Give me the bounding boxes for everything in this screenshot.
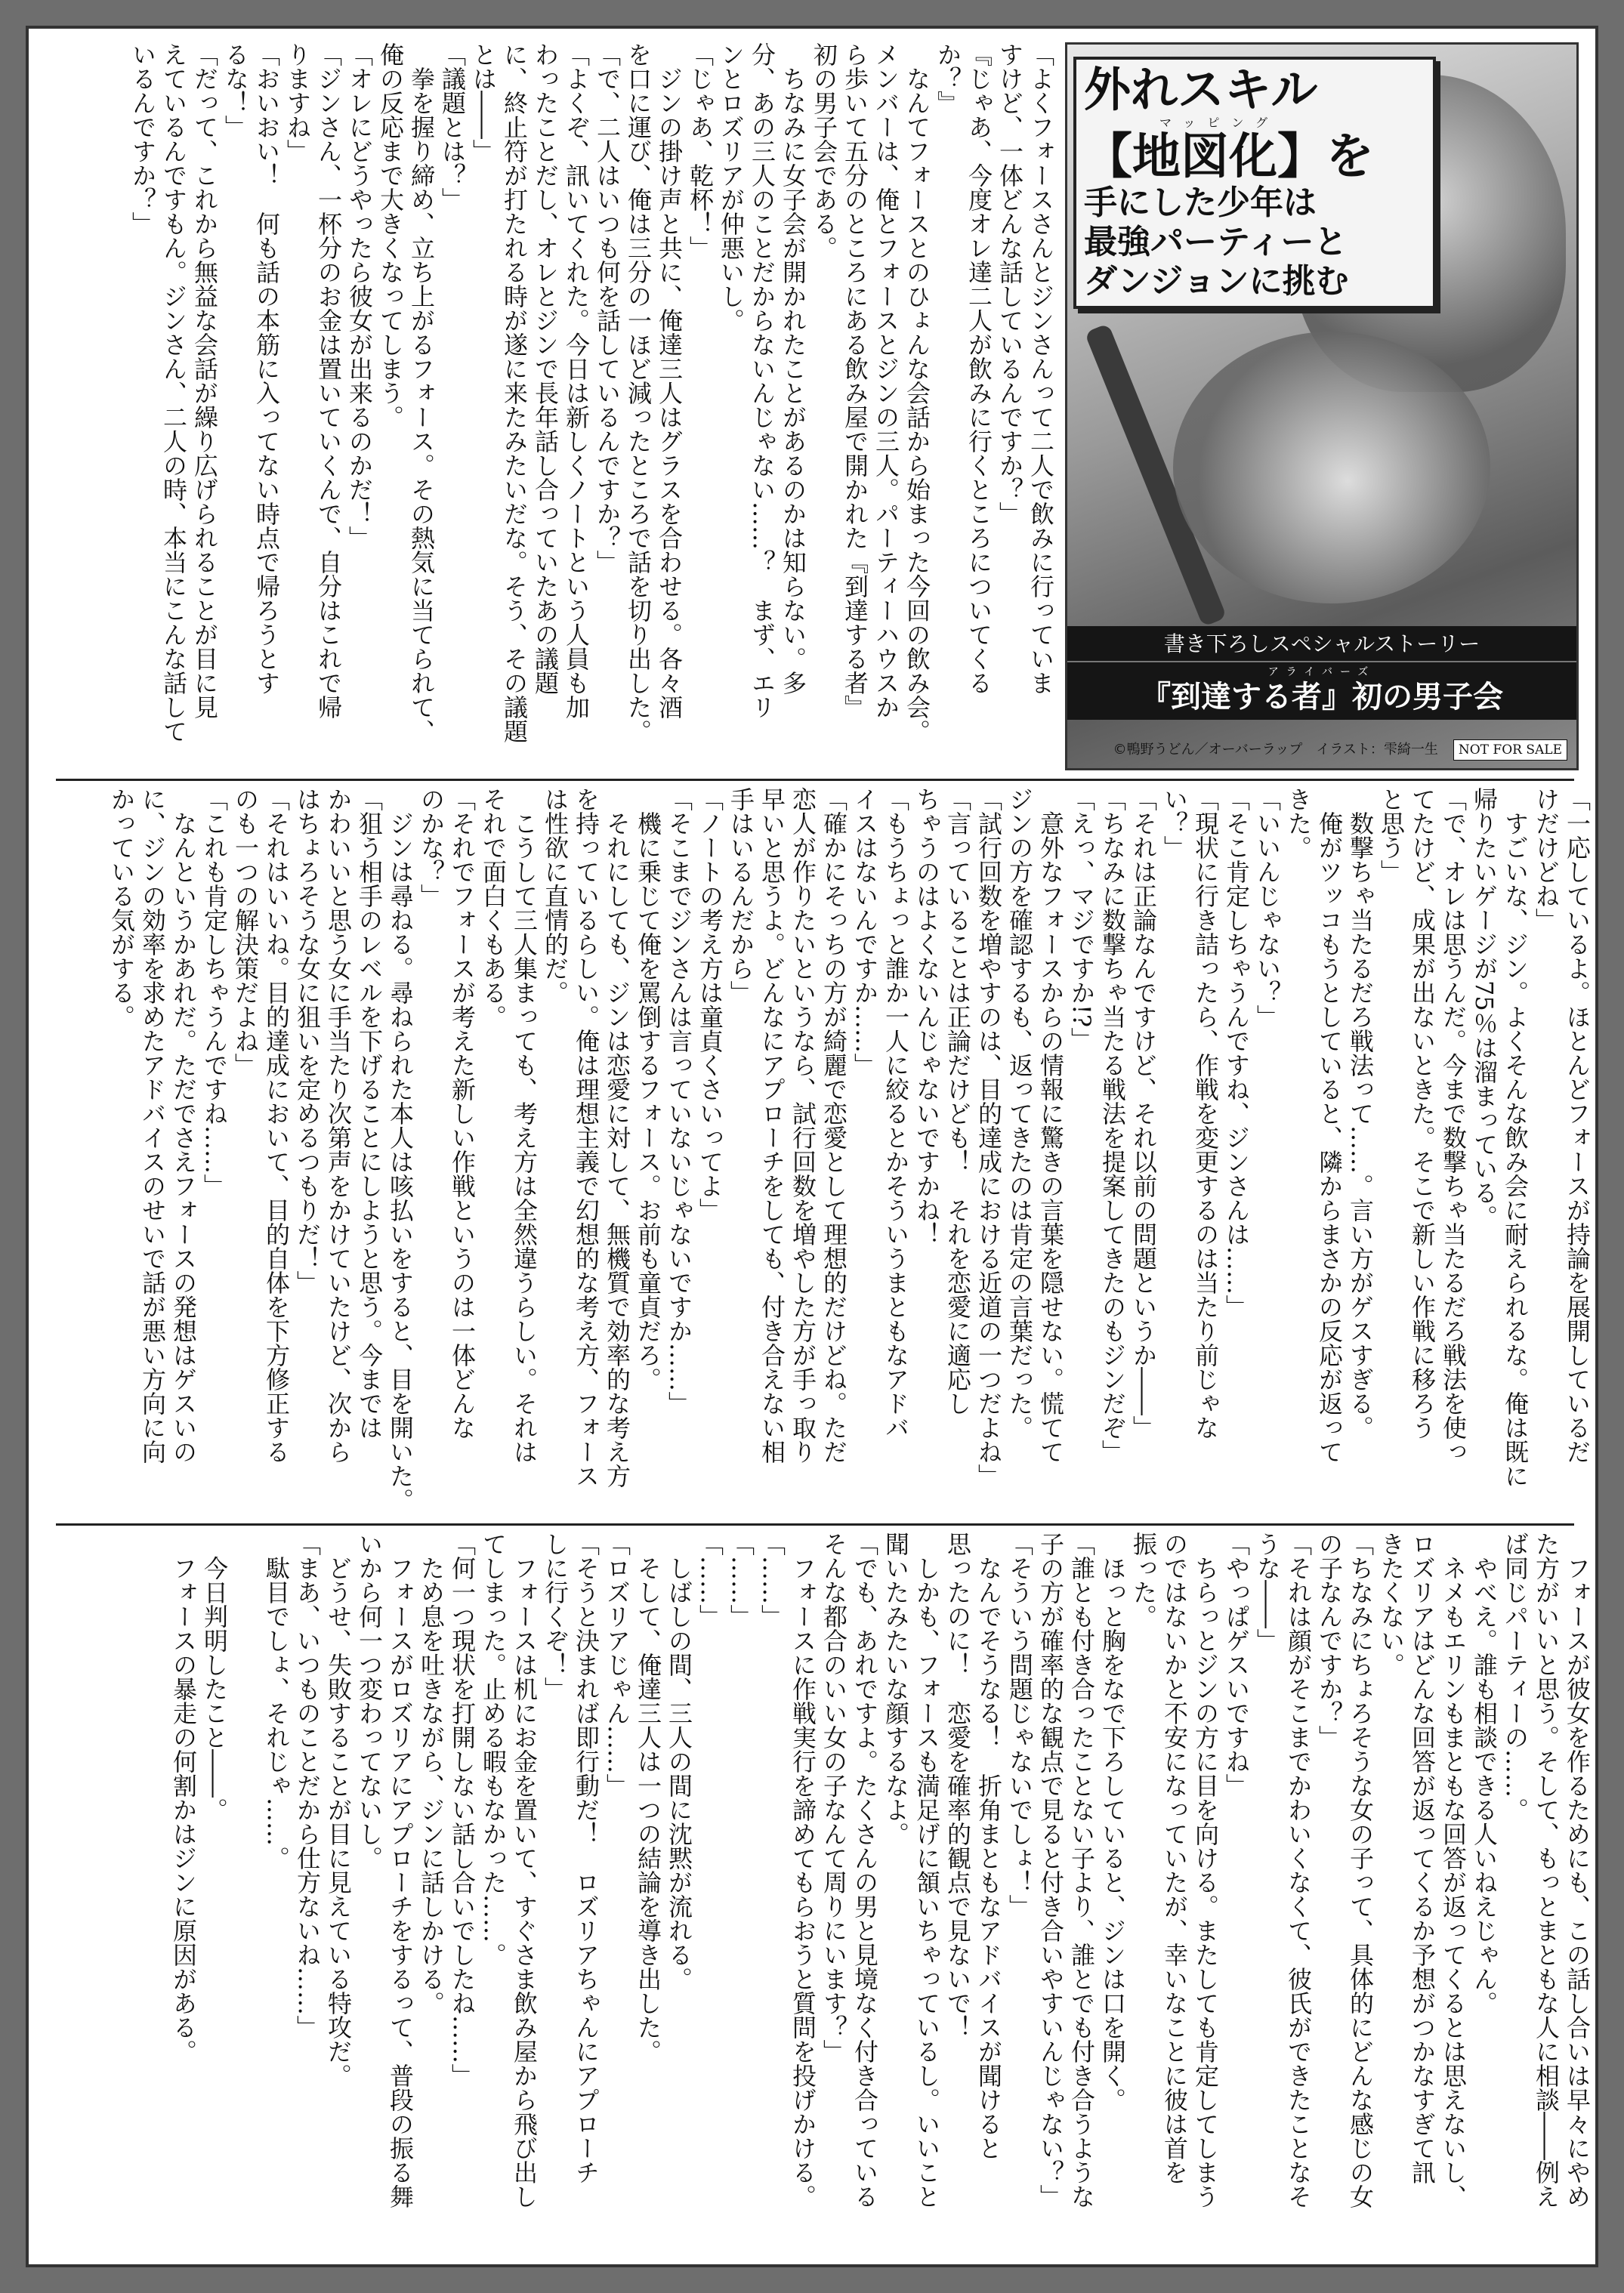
text-column: わったことだし、オレとジンで長年話し合っていたあの議題 <box>531 42 560 695</box>
text-column: 「そこまでジンさんは言っていないじゃないですか……」 <box>665 787 693 1415</box>
text-column: 「ロズリアじゃん……」 <box>603 1532 631 1798</box>
book-title-logo <box>1073 57 1436 309</box>
text-column: 「ジンさん、一杯分のお金は置いていくんで、自分はこれで帰 <box>314 42 343 719</box>
page <box>26 26 1598 2267</box>
text-column: 「よくフォースさんとジンさんって二人で飲みに行っていま <box>1027 42 1055 695</box>
text-column: 数撃ちゃ当たるだろ戦法って……。言い方がゲスすぎる。 <box>1346 787 1375 1440</box>
text-column: 「一応しているよ。ほとんどフォースが持論を展開しているだ <box>1563 787 1592 1464</box>
text-column: 「何一つ現状を打開しない話し合いでしたね……」 <box>448 1532 477 2088</box>
title-line-1: 外れスキル <box>1084 62 1318 117</box>
story-section-2 <box>89 787 1592 1517</box>
text-column: それで面白くもある。 <box>479 787 508 1029</box>
text-column: 「確かにそっちの方が綺麗で恋愛として理想的だけどね。ただ <box>820 787 848 1464</box>
text-column: うな――」 <box>1253 1532 1282 1653</box>
text-column: 『じゃあ、今度オレ達二人が飲みに行くところについてくる <box>965 42 993 695</box>
text-column: こうして三人集まっても、考え方は全然違うらしい。それは <box>510 787 539 1464</box>
story-title: 『到達する者』初の男子会 <box>1141 679 1503 714</box>
text-column: いから何一つ変わってないし。 <box>355 1532 384 1870</box>
text-column: フォースがロズリアにアプローチをするって、普段の振る舞 <box>386 1532 415 2208</box>
text-column: 「だって、これから無益な会話が繰り広げられることが目に見 <box>190 42 219 719</box>
text-column: 「これも肯定しちゃうんですね……」 <box>200 787 229 1198</box>
text-column: るな！」 <box>221 42 250 139</box>
text-column: えているんですもん。ジンさん、二人の時、本当にこんな話して <box>159 42 188 743</box>
text-column: 「まあ、いつものことだから仕方ないね……」 <box>293 1532 322 2039</box>
text-column: のかな？」 <box>417 787 446 908</box>
text-column: りますね」 <box>283 42 312 163</box>
text-column: の子なんですか？」 <box>1315 1532 1344 1749</box>
text-column: を持っているらしい。俺は理想主義で幻想的な考え方、フォース <box>572 787 601 1488</box>
girl-illustration <box>1173 332 1490 603</box>
text-column: 初の男子会である。 <box>810 42 838 260</box>
text-column: イスはないんですか……」 <box>851 787 879 1077</box>
text-column: 「オレにどうやったら彼女が出来るのかだ！」 <box>345 42 374 550</box>
text-column: はちょろそうな女に狙いを定めるつもりだ！」 <box>293 787 322 1295</box>
text-column: 「それは顔がそこまでかわいくなくて、彼氏ができたことなそ <box>1284 1532 1313 2208</box>
text-column: ちらっとジンの方に目を向ける。またしても肯定してしまう <box>1191 1532 1220 2208</box>
text-column: 「現状に行き詰ったら、作戦を変更するのは当たり前じゃな <box>1191 787 1220 1440</box>
text-column: てしまった。止める暇もなかった……。 <box>479 1532 508 1967</box>
text-column: 「そこ肯定しちゃうんですね、ジンさんは……」 <box>1222 787 1251 1319</box>
text-column: のではないかと不安になっていたが、幸いなことに彼は首を <box>1160 1532 1189 2184</box>
story-section-1 <box>89 42 1056 772</box>
title-line-3: 手にした少年は <box>1084 184 1317 222</box>
story-title-ruby: アライバーズ <box>1267 666 1376 678</box>
text-column: 機に乗じて俺を罵倒するフォース。お前も童貞だろ。 <box>634 787 662 1391</box>
text-column: ネメもエリンもまともな回答が返ってくるとは思えないし、 <box>1439 1532 1468 2208</box>
text-column: いるんですか？」 <box>128 42 157 236</box>
text-column: 分、あの三人のことだからないんじゃない……？ まず、エリ <box>748 42 776 719</box>
text-column: に、ジンの効率を求めたアドバイスのせいで話が悪い方向に向 <box>138 787 167 1464</box>
text-column: 「えっ、マジですか!?」 <box>1067 787 1096 1052</box>
text-column: 恋人が作りたいというなら、試行回数を増やした方が手っ取り <box>789 787 817 1464</box>
text-column: しに行くぞ！」 <box>541 1532 570 1701</box>
band-subtitle: 書き下ろしスペシャルストーリー <box>1067 626 1576 662</box>
text-column: 子の方が確率的な観点で見ると付き合いやすいんじゃない？」 <box>1036 1532 1065 2208</box>
text-column: 振った。 <box>1129 1532 1158 1628</box>
text-column: そして、俺達三人は一つの結論を導き出した。 <box>634 1532 662 2063</box>
cover-illustration <box>1065 42 1579 770</box>
text-column: てたけど、成果が出ないときた。そこで新しい作戦に移ろう <box>1408 787 1437 1440</box>
section-divider <box>56 1523 1574 1526</box>
text-column: い？」 <box>1160 787 1189 859</box>
text-column: 「ノートの考え方は童貞くさいってよ」 <box>696 787 724 1222</box>
text-column: 「ちなみに数撃ちゃ当たる戦法を提案してきたのもジンだぞ」 <box>1098 787 1127 1464</box>
text-column: 「狙う相手のレベルを下げることにしようと思う。今までは <box>355 787 384 1440</box>
text-column: かっている気がする。 <box>107 787 136 1029</box>
text-column: か？』 <box>934 42 962 115</box>
title-ruby: マッピング <box>1159 116 1280 130</box>
text-column: 「議題とは？」 <box>438 42 467 211</box>
text-column: 「言っていることは正論だけども！ それを恋愛に適応し <box>943 787 972 1415</box>
not-for-sale-badge: NOT FOR SALE <box>1453 739 1567 761</box>
text-column: 手はいるんだから」 <box>727 787 755 1005</box>
text-column: とは――」 <box>469 42 498 163</box>
text-column: しばしの間、三人の間に沈黙が流れる。 <box>665 1532 693 1991</box>
copyright-credit: ©鴨野うどん／オーバーラップ イラスト：雫綺一生 <box>1113 742 1438 758</box>
text-column: 「それでフォースが考えた新しい作戦というのは一体どんな <box>448 787 477 1440</box>
text-column: は性欲に直情的だ。 <box>541 787 570 1005</box>
credit-line <box>1067 739 1576 761</box>
story-section-3 <box>89 1532 1592 2261</box>
text-column: と思う」 <box>1377 787 1406 884</box>
text-column: 「そういう問題じゃないでしょ！」 <box>1005 1532 1034 1918</box>
text-column: ほっと胸をなで下ろしていると、ジンは口を開く。 <box>1098 1532 1127 2112</box>
text-column: 「それは正論なんですけど、それ以前の問題というか――」 <box>1129 787 1158 1440</box>
text-column: フォースの暴走の何割かはジンに原因がある。 <box>169 1532 198 2063</box>
text-column: 「やっぱゲスいですね」 <box>1222 1532 1251 1798</box>
text-column: 駄目でしょ、それじゃ……。 <box>262 1532 291 1870</box>
text-column: どうせ、失敗することが目に見えている特攻だ。 <box>324 1532 353 2088</box>
text-column: 「そうと決まれば即行動だ！ ロズリアちゃんにアプローチ <box>572 1532 601 2184</box>
text-column: ンとロズリアが仲悪いし。 <box>717 42 746 332</box>
text-column: 今日判明したこと――。 <box>200 1532 229 1822</box>
text-column: なんでそうなる！ 折角まともなアドバイスが聞けると <box>974 1532 1003 2160</box>
text-column: 「おいおい！ 何も話の本筋に入ってない時点で帰ろうとす <box>252 42 281 695</box>
text-column: 「よくぞ、訊いてくれた。今日は新しくノートという人員も加 <box>562 42 591 719</box>
text-column <box>230 1532 261 2261</box>
text-column: 俺がツッコもうとしていると、隣からまさかの反応が返って <box>1315 787 1344 1464</box>
text-column: 早いと思うよ。どんなにアプローチをしても、付き合えない相 <box>758 787 786 1464</box>
text-column: を口に運び、俺は三分の一ほど減ったところで話を切り出した。 <box>624 42 653 743</box>
text-column: しかも、フォースも満足げに頷いちゃっているし。いいこと <box>912 1532 941 2208</box>
text-column: なんてフォースとのひょんな会話から始まった今回の飲み会。 <box>903 42 931 743</box>
text-column: ら歩いて五分のところにある飲み屋で開かれた『到達する者』 <box>841 42 869 719</box>
text-column: 「それはいいね。目的達成において、目的自体を下方修正する <box>262 787 291 1464</box>
text-column: ちなみに女子会が開かれたことがあるのかは知らない。多 <box>779 42 807 695</box>
text-column: ば同じパーティーの……。 <box>1501 1532 1530 1822</box>
text-column: のも一つの解決策だよね」 <box>231 787 260 1077</box>
text-column: 「もうちょっと誰か一人に絞るとかそういうまともなアドバ <box>881 787 910 1440</box>
text-column: ため息を吐きながら、ジンに話しかける。 <box>417 1532 446 2015</box>
text-column: ジンは尋ねる。尋ねられた本人は咳払いをすると、目を開いた。 <box>386 787 415 1512</box>
text-column: た方がいいと思う。そして、もっとまともな人に相談――例え <box>1532 1532 1561 2208</box>
text-column: ちゃうのはよくないんじゃないですかね！ <box>912 787 941 1246</box>
text-column: メンバーは、俺とフォースとジンの三人。パーティーハウスか <box>872 42 900 719</box>
text-column: 「試行回数を増やすのは、目的達成における近道の一つだよね」 <box>974 787 1003 1488</box>
text-column: かわいいと思う女に手当たり次第声をかけていたけど、次から <box>324 787 353 1464</box>
text-column: に、終止符が打たれる時が遂に来たみたいだな。そう、その議題 <box>500 42 529 743</box>
title-line-4: 最強パーティーと <box>1084 223 1348 261</box>
story-title-band <box>1067 626 1576 720</box>
text-column: フォースは机にお金を置いて、すぐさま飲み屋から飛び出し <box>510 1532 539 2208</box>
text-column: フォースが彼女を作るためにも、この話し合いは早々にやめ <box>1563 1532 1592 2208</box>
text-column: やべえ。誰も相談できる人いねえじゃん。 <box>1470 1532 1499 2015</box>
text-column: 帰りたいゲージが75％は溜まっている。 <box>1470 787 1499 1229</box>
text-column: 「で、二人はいつも何を話しているんですか？」 <box>593 42 622 574</box>
text-column: きた。 <box>1284 787 1313 859</box>
title-line-5: ダンジョンに挑む <box>1084 262 1349 301</box>
text-column: 「いいんじゃない？」 <box>1253 787 1282 1029</box>
text-column: すごいな、ジン。よくそんな飲み会に耐えられるな。俺は既に <box>1501 787 1530 1488</box>
text-column: 聞いたみたいな顔するなよ。 <box>881 1532 910 1846</box>
text-column: 「……」 <box>696 1532 724 1628</box>
text-column: 「ちなみにちょろそうな女の子って、具体的にどんな感じの女 <box>1346 1532 1375 2208</box>
text-column: きたくない。 <box>1377 1532 1406 1677</box>
text-column: ジンの掛け声と共に、俺達三人はグラスを合わせる。各々酒 <box>655 42 684 719</box>
text-column: 意外なフォースからの情報に驚きの言葉を隠せない。慌てて <box>1036 787 1065 1464</box>
text-column: ジンの方を確認するも、返ってきたのは肯定の言葉だった。 <box>1005 787 1034 1440</box>
text-column: フォースに作戦実行を諦めてもらおうと質問を投げかける。 <box>789 1532 817 2208</box>
text-column: 俺の反応まで大きくなってしまう。 <box>376 42 405 429</box>
title-line-2: 【地図化】を <box>1084 129 1374 185</box>
text-column: ロズリアはどんな回答が返ってくるか予想がつかなすぎて訊 <box>1408 1532 1437 2184</box>
text-column: 思ったのに！ 恋愛を確率的観点で見ないで！ <box>943 1532 972 2039</box>
text-column: 「……」 <box>727 1532 755 1628</box>
text-column: そんな都合のいい女の子なんて周りにいます？」 <box>820 1532 848 2063</box>
text-column: 「で、オレは思うんだ。今まで数撃ちゃ当たるだろ戦法を使っ <box>1439 787 1468 1464</box>
text-column: すけど、一体どんな話しているんですか？」 <box>996 42 1024 526</box>
text-column: 「でも、あれですよ。たくさんの男と見境なく付き合っている <box>851 1532 879 2208</box>
section-divider <box>56 779 1574 781</box>
text-column: 拳を握り締め、立ち上がるフォース。その熱気に当てられて、 <box>407 42 436 743</box>
text-column: それにしても、ジンは恋愛に対して、無機質で効率的な考え方 <box>603 787 631 1488</box>
text-column: なんというかあれだ。ただでさえフォースの発想はゲスいの <box>169 787 198 1464</box>
text-column: けだけどね」 <box>1532 787 1561 932</box>
text-column: 「……」 <box>758 1532 786 1628</box>
text-column: 「じゃあ、乾杯！」 <box>686 42 715 260</box>
text-column: 「誰とも付き合ったことない子より、誰とでも付き合うような <box>1067 1532 1096 2208</box>
